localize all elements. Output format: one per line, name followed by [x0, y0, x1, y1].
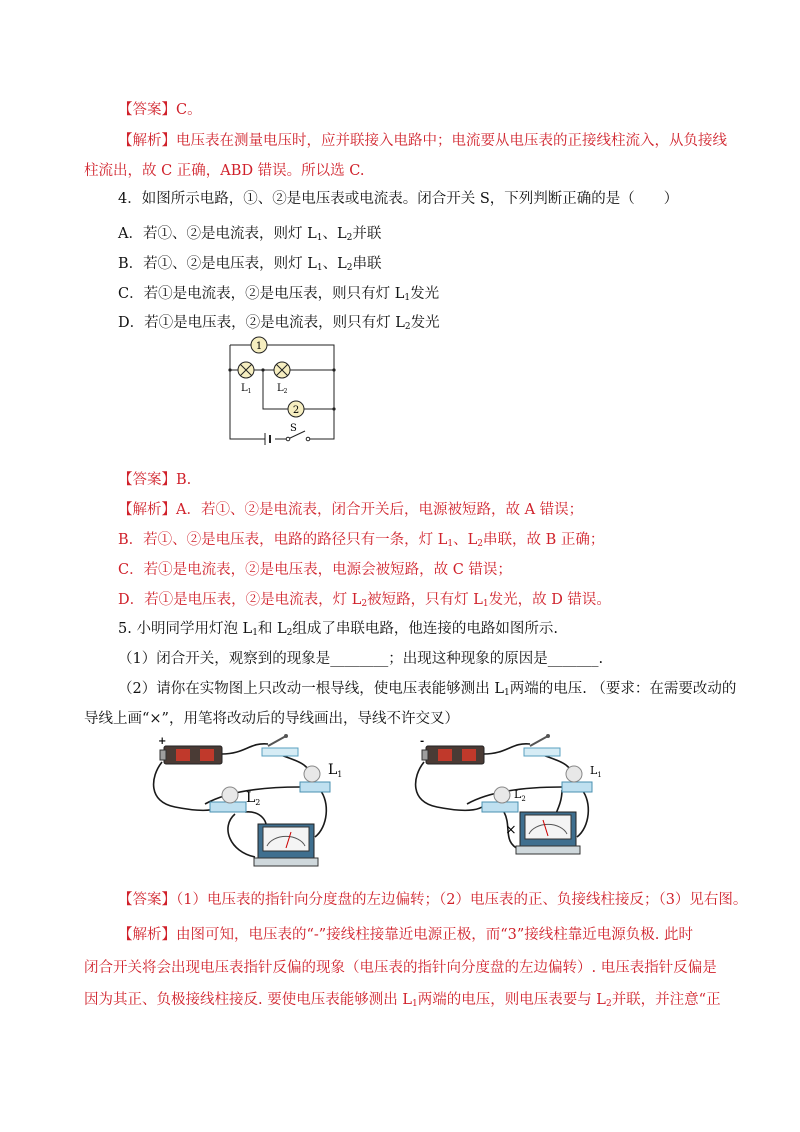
q3-answer-line: [118, 100, 202, 120]
subscript: 1: [482, 599, 489, 609]
meter-1-label: 1: [255, 341, 263, 352]
analysis-text: A．若①、②是电流表，闭合开关后，电源被短路，故 A 错误；: [176, 502, 584, 518]
analysis-text: 、L: [453, 532, 478, 548]
voltmeter: [516, 812, 580, 854]
voltmeter: [254, 824, 318, 866]
lamp-1-symbol: [238, 362, 254, 378]
q4-option-b: [118, 254, 382, 278]
q5-right-circuit-illustration: [412, 732, 612, 870]
q5-part-2: [118, 679, 736, 703]
option-text: 、L: [322, 226, 347, 242]
option-text: 发光: [410, 315, 440, 331]
analysis-text: 电压表在测量电压时，应并联接入电路中；电流要从电压表的正接线柱流入，从负接线: [176, 133, 727, 149]
subscript: 1: [503, 688, 510, 698]
subscript: 1: [411, 999, 418, 1009]
knife-switch: [524, 734, 560, 756]
q5-stem: [118, 619, 558, 643]
analysis-text: 因为其正、负极接线柱接反. 要使电压表能够测出 L: [84, 992, 412, 1008]
subscript: 2: [346, 233, 353, 243]
cross-mark: ×: [505, 822, 517, 838]
lamp-1-bulb: [300, 766, 330, 792]
subscript: 1: [404, 293, 411, 303]
option-text: B．若①、②是电压表，则灯 L: [118, 256, 317, 272]
q4-stem: 4．如图所示电路，①、②是电压表或电流表。闭合开关 S，下列判断正确的是（ ）: [118, 191, 679, 207]
subscript: 1: [447, 539, 454, 549]
subscript: 2: [346, 263, 353, 273]
subscript: 1: [252, 628, 258, 638]
lamp-2-symbol: [274, 362, 290, 378]
analysis-text: D．若①是电压表，②是电流表，灯 L: [118, 592, 362, 608]
answer-tag: 【答案】: [118, 102, 176, 118]
battery-pack: [160, 746, 222, 764]
lamp-2-label: $L_2$: [277, 383, 288, 395]
q5-analysis-line-3: [84, 990, 721, 1014]
q4-analysis-a: [118, 500, 583, 520]
lamp-2-label: $L_2$: [514, 788, 526, 803]
switch-label: S: [290, 423, 297, 434]
q4-option-a: [118, 224, 381, 248]
lamp-1-label: $L_1$: [590, 764, 602, 779]
q3-analysis-line-1: [118, 131, 727, 151]
q5-answer-line: [118, 890, 747, 910]
answer-tag: 【答案】: [118, 892, 176, 908]
analysis-text: 发光，故 D 错误。: [488, 592, 611, 608]
q4-analysis-d: [118, 590, 611, 614]
lamp-1-label: $L_1$: [328, 762, 343, 779]
subscript: 1: [316, 263, 323, 273]
analysis-text: 被短路，只有灯 L: [367, 592, 483, 608]
lamp-2-label: $L_2$: [246, 790, 261, 807]
option-text: 、L: [322, 256, 347, 272]
subscript: 2: [605, 999, 612, 1009]
plus-terminal-label: +: [158, 736, 167, 747]
q5-part-1: （1）闭合开关，观察到的现象是________；出现这种现象的原因是_______.: [118, 651, 604, 667]
analysis-text: 由图可知，电压表的“-”接线柱接靠近电源正极，而“3”接线柱靠近电源负极. 此时: [176, 927, 693, 943]
answer-value: B.: [176, 472, 192, 488]
analysis-text: 并联，并注意“正: [611, 992, 721, 1008]
option-text: 发光: [410, 286, 440, 302]
subscript: 2: [477, 539, 484, 549]
subscript: 2: [286, 628, 293, 638]
answer-tag: 【答案】: [118, 472, 176, 488]
subscript: 2: [361, 599, 368, 609]
option-text: D．若①是电压表，②是电流表，则只有灯 L: [118, 315, 405, 331]
q3-analysis-line-2: 柱流出，故 C 正确，ABD 错误。所以选 C.: [84, 163, 365, 179]
meter-2-label: 2: [292, 405, 300, 416]
analysis-text: 两端的电压，则电压表要与 L: [417, 992, 606, 1008]
analysis-tag: 【解析】: [118, 502, 176, 518]
q4-answer-line: [118, 470, 191, 490]
option-text: C．若①是电流表，②是电压表，则只有灯 L: [118, 286, 405, 302]
option-text: 并联: [352, 226, 382, 242]
q4-circuit-diagram: [220, 332, 345, 450]
lamp-1-label: $L_1$: [241, 383, 252, 395]
answer-value: （1）电压表的指针向分度盘的左边偏转；（2）电压表的正、负接线柱接反；（3）见右图。: [176, 892, 748, 908]
analysis-tag: 【解析】: [118, 927, 176, 943]
battery-pack: [422, 746, 484, 764]
q5-analysis-line-2: 闭合开关将会出现电压表指针反偏的现象（电压表的指针向分度盘的左边偏转）. 电压表指针反偏是: [84, 960, 717, 976]
stem-text: 5. 小明同学用灯泡 L: [118, 621, 253, 637]
q5-left-circuit-illustration: [150, 732, 350, 870]
option-text: 串联: [352, 256, 382, 272]
part-text: （2）请你在实物图上只改动一根导线，使电压表能够测出 L: [118, 681, 504, 697]
q5-part-2-line-2: 导线上画“×”，用笔将改动后的导线画出，导线不许交叉）: [84, 711, 459, 727]
answer-value: C。: [176, 102, 202, 118]
q4-analysis-b: [118, 530, 604, 554]
subscript: 1: [316, 233, 323, 243]
minus-terminal-label: -: [420, 736, 425, 747]
option-text: A．若①、②是电流表，则灯 L: [118, 226, 317, 242]
knife-switch: [262, 734, 298, 756]
stem-text: 组成了串联电路，他连接的电路如图所示.: [292, 621, 559, 637]
q4-option-c: [118, 284, 439, 308]
part-text: 两端的电压. （要求：在需要改动的: [509, 681, 737, 697]
analysis-text: B．若①、②是电压表，电路的路径只有一条，灯 L: [118, 532, 448, 548]
lamp-1-bulb: [562, 766, 592, 792]
stem-text: 和 L: [257, 621, 287, 637]
analysis-tag: 【解析】: [118, 133, 176, 149]
q4-analysis-c: C．若①是电流表，②是电压表，电源会被短路，故 C 错误；: [118, 562, 512, 578]
subscript: 2: [404, 322, 411, 332]
analysis-text: 串联，故 B 正确；: [483, 532, 605, 548]
q5-analysis-line-1: [118, 925, 693, 945]
